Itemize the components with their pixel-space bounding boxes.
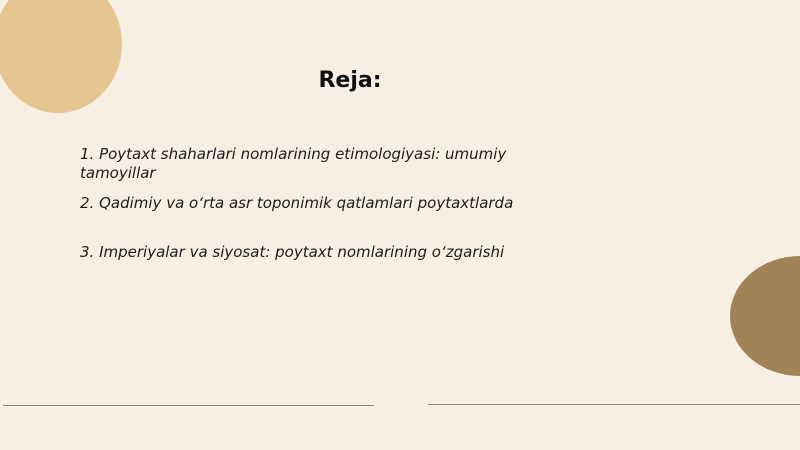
decorative-circle-right bbox=[730, 256, 800, 376]
slide-title: Reja: bbox=[318, 68, 382, 93]
agenda-item-3: 3. Imperiyalar va siyosat: poytaxt nomlarining o‘zgarishi bbox=[80, 243, 505, 261]
decorative-circle-top-left bbox=[0, 0, 122, 113]
footer-divider-left bbox=[3, 405, 374, 406]
footer-divider-right bbox=[428, 404, 800, 405]
agenda-item-1: 1. Poytaxt shaharlari nomlarining etimologiyasi: umumiy tamoyillar bbox=[80, 145, 507, 182]
agenda-item-2: 2. Qadimiy va o‘rta asr toponimik qatlamlari poytaxtlarda bbox=[80, 194, 514, 212]
